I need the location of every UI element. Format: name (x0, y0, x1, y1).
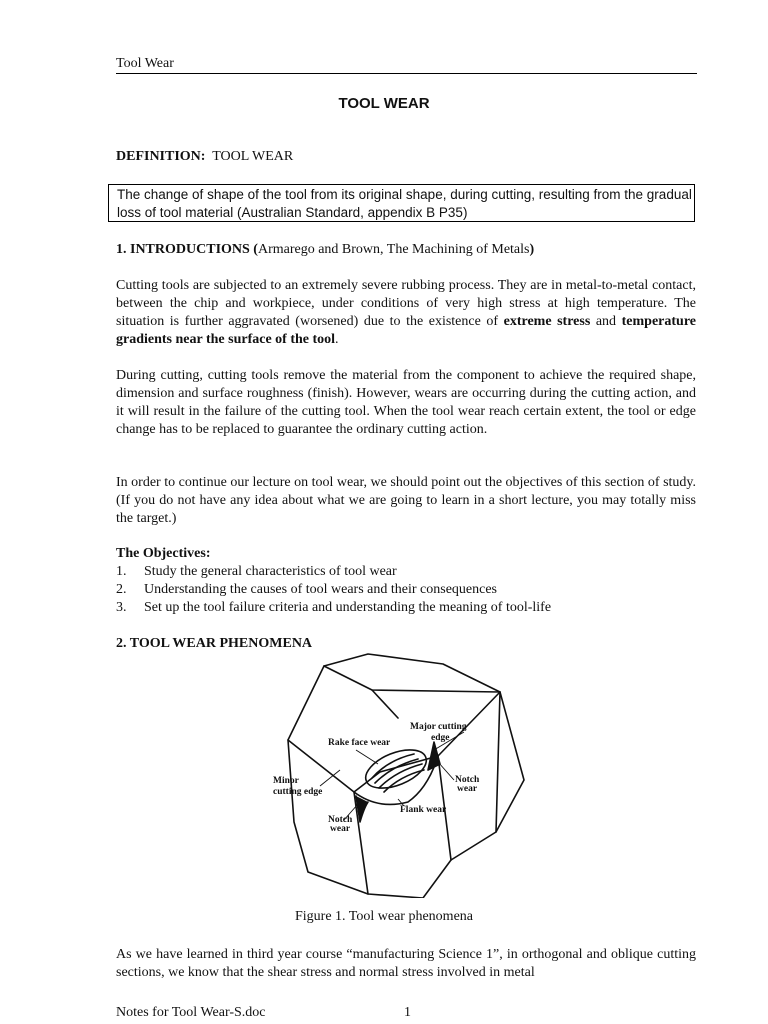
definition-label: DEFINITION: (116, 149, 206, 164)
objective-item (116, 581, 551, 599)
definition-box: The change of shape of the tool from its original shape, during cutting, resulting from the gradual loss of tool material (Australian Standard, appendix B P35) (108, 184, 695, 222)
objective-number: 1. (116, 564, 127, 579)
objective-text: Set up the tool failure criteria and understanding the meaning of tool-life (144, 600, 552, 615)
paragraph-4: As we have learned in third year course “manufacturing Science 1”, in orthogonal and oblique cutting sections, we know that the shear stress and normal stress involved in metal (116, 947, 696, 980)
objective-text: Study the general characteristics of tool wear (144, 564, 397, 579)
para1-bold-gradients: temperature gradients near the surface of the tool (116, 314, 696, 347)
crater-line (372, 754, 414, 778)
inner-edge (372, 690, 398, 718)
para1-bold-extreme-stress: extreme stress (503, 314, 591, 329)
objective-item (116, 563, 551, 581)
label-notch-bottom-2: wear (330, 824, 351, 834)
notch-wear-major (428, 742, 440, 770)
label-notch-bottom-1: Notch (328, 815, 353, 825)
objectives-heading: The Objectives: (116, 546, 211, 561)
header-rule (116, 73, 697, 74)
back-vertical-edge (496, 692, 500, 832)
intro-paragraph-2: During cutting, cutting tools remove the material from the component to achieve the required shape, dimension and surface roughness (finish). However, wears are occurring during the cutting action, and it will result in the failure of the cutting tool. When the tool wear reach certain extent, the tool or edge change has to be replaced to guarantee the ordinary cutting action. (116, 368, 696, 437)
footer-filename: Notes for Tool Wear-S.doc (116, 1005, 266, 1020)
page-number: 1 (404, 1005, 411, 1020)
para1-text-c: and (590, 314, 622, 329)
label-minor-1: Minor (273, 776, 299, 786)
section1-heading-close: ) (529, 242, 535, 257)
crater-wear-outline (360, 742, 431, 796)
tool-wear-figure (268, 652, 530, 898)
label-major-cutting-2: edge (431, 733, 450, 743)
objectives-list (116, 563, 551, 617)
objective-number: 3. (116, 600, 127, 615)
page-title: TOOL WEAR (338, 95, 430, 112)
section1-heading (116, 241, 696, 259)
section1-heading-text: 1. INTRODUCTIONS ( (116, 242, 258, 257)
figure-caption: Figure 1. Tool wear phenomena (295, 909, 473, 924)
label-notch-right-1: Notch (455, 775, 480, 785)
intro-paragraph-1 (116, 277, 696, 349)
definition-term: TOOL WEAR (212, 149, 294, 164)
leader-line (356, 750, 378, 764)
objective-item (116, 599, 551, 617)
definition-line (116, 149, 293, 165)
label-major-cutting-1: Major cutting (410, 722, 467, 732)
label-rake-face-wear: Rake face wear (328, 738, 391, 748)
label-minor-2: cutting edge (273, 787, 323, 797)
section2-heading: 2. TOOL WEAR PHENOMENA (116, 636, 313, 651)
label-notch-right-2: wear (457, 784, 478, 794)
para1-text-a: Cutting tools are subjected to an extremely severe rubbing process. They are in metal-to-metal contact, between the chip and workpiece, under conditions of very high stress at high temperature. The situation is further aggravated (worsened) due to the existence of (116, 278, 696, 329)
label-flank-wear: Flank wear (400, 805, 447, 815)
section1-reference: Armarego and Brown, The Machining of Metals (257, 242, 530, 257)
para1-text-e: . (335, 332, 339, 347)
objective-text: Understanding the causes of tool wears and their consequences (144, 582, 497, 597)
intro-paragraph-3: In order to continue our lecture on tool wear, we should point out the objectives of this section of study. (If you do not have any idea about what we are going to learn in a short lecture, you may totally miss the target.) (116, 475, 696, 526)
objective-number: 2. (116, 582, 127, 597)
running-header: Tool Wear (116, 56, 174, 71)
